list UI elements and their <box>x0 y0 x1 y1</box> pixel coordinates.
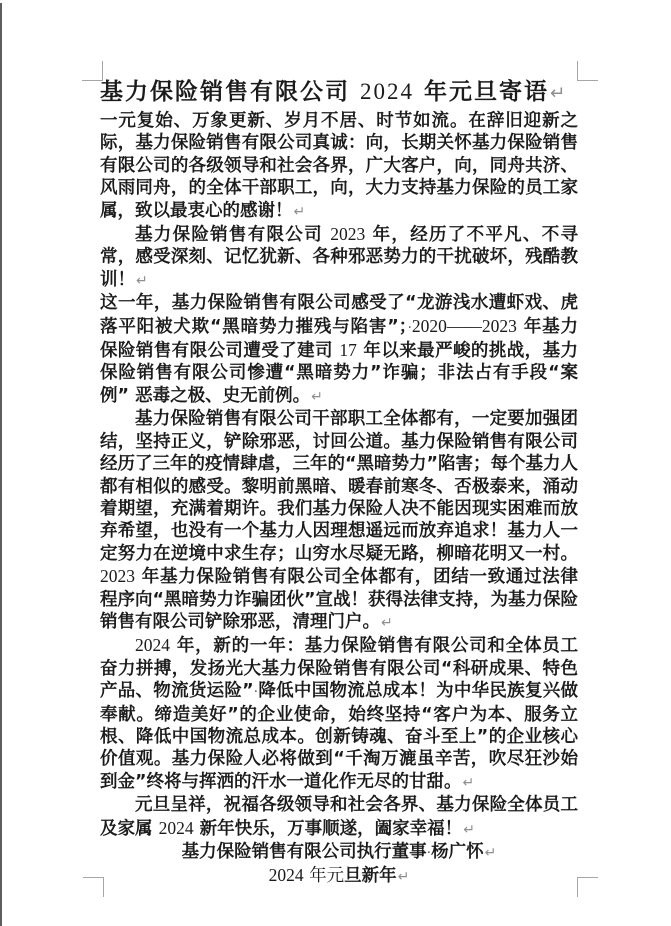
numeric-run: 2024 <box>135 635 170 656</box>
return-mark: ↵ <box>550 83 566 104</box>
space-mark: · <box>253 684 259 701</box>
return-mark: ↵ <box>381 614 393 631</box>
closing-date-bold-run: 旦新年 <box>344 866 397 887</box>
numeric-run: 2024 <box>158 817 194 838</box>
space-mark: · <box>426 845 432 861</box>
return-mark: ↵ <box>463 821 475 838</box>
document-title-text: 基力保险销售有限公司 2024 年元旦寄语 <box>100 79 550 105</box>
numeric-run: 2020——2023 <box>411 315 517 336</box>
paragraph-hardship: 这一年，基力保险销售有限公司感受了“龙游浅水遭虾戏、虎落平阳被犬欺“黑暗势力摧残与陷害”；·2020——2023 年基力保险销售有限公司遭受了建司 17 年以来最严峻的挑战，基力保险销售有限公司惨遭“黑暗势力”诈骗；非法占有手段“案例” 恶毒之极、史无前例。↵ <box>100 293 579 406</box>
numeric-run: 17 <box>339 340 357 361</box>
crop-mark-top-right <box>577 61 598 81</box>
return-mark: ↵ <box>136 272 148 289</box>
paragraph-2024-outlook: 2024 年，新的一年：基力保险销售有限公司和全体员工奋力拼搏，发扬光大基力保险销售有限公司“科研成果、特色产品、物流货运险”·降低中国物流总成本！为中华民族复兴做奉献。缔造美好”的企业使命，始终坚持“客户为本、服务立根、降低中国物流总成本。创新铸魂、奋斗至上”的企业核心价值观。基力保险人必将做到“千淘万漉虽辛苦，吹尽狂沙始到金”终将与挥洒的汗水一道化作无尽的甘甜。↵ <box>100 635 578 792</box>
closing-date-line <box>100 864 578 888</box>
return-mark: ↵ <box>397 869 410 886</box>
paragraph-2023-review: 基力保险销售有限公司 2023 年，经历了不平凡、不寻常，感受深刻、记忆犹新、各种邪恶势力的干扰破坏，残酷教训！↵ <box>100 224 578 290</box>
numeric-run: 2024 <box>360 79 415 104</box>
signature-line: 基力保险销售有限公司执行董事·杨广怀↵ <box>181 842 497 862</box>
numeric-run: 2023 <box>100 566 135 587</box>
paragraph-greeting: 一元复始、万象更新、岁月不居、时节如流。在辞旧迎新之际，基力保险销售有限公司真诚：向，长期关怀基力保险销售有限公司的各级领导和社会各界，广大客户，向，同舟共济、风雨同舟，的全体干部职工，向，大力支持基力保险的员工家属，致以最衷心的感谢！↵ <box>100 111 578 221</box>
paragraph-blessing: 元旦呈祥，祝福各级领导和社会各界、基力保险全体员工及家属 2024 新年快乐，万事顺遂，阖家幸福！↵ <box>100 795 578 839</box>
page-left-edge <box>0 3 2 926</box>
return-mark: ↵ <box>311 388 323 405</box>
document-text-area <box>100 78 578 889</box>
paragraph-unity: 基力保险销售有限公司干部职工全体都有，一定要加强团结，坚持正义，铲除邪恶，讨回公道。基力保险销售有限公司经历了三年的疫情肆虐，三年的“黑暗势力”陷害；每个基力人都有相似的感受。黎明前黑暗、暖春前寒冬、否极泰来，涌动着期望，充满着期许。我们基力保险人决不能因现实困难而放弃希望，也没有一个基力人因理想遥远而放弃追求！基力人一定努力在逆境中求生存；山穷水尽疑无路，柳暗花明又一村。2023 年基力保险销售有限公司全体都有，团结一致通过法律程序向“黑暗势力诈骗团伙”宣战！获得法律支持，为基力保险销售有限公司铲除邪恶，清理门户。↵ <box>100 409 579 632</box>
return-mark: ↵ <box>293 203 306 220</box>
document-title <box>100 78 578 108</box>
return-mark: ↵ <box>484 845 497 861</box>
numeric-run: 2023 <box>330 224 366 245</box>
crop-mark-bottom-right <box>577 877 598 897</box>
return-mark: ↵ <box>462 774 475 791</box>
closing-date-light-run: 2024 年元 <box>268 865 345 887</box>
numeric-run: 2024 <box>268 865 304 886</box>
space-mark: · <box>407 319 412 336</box>
